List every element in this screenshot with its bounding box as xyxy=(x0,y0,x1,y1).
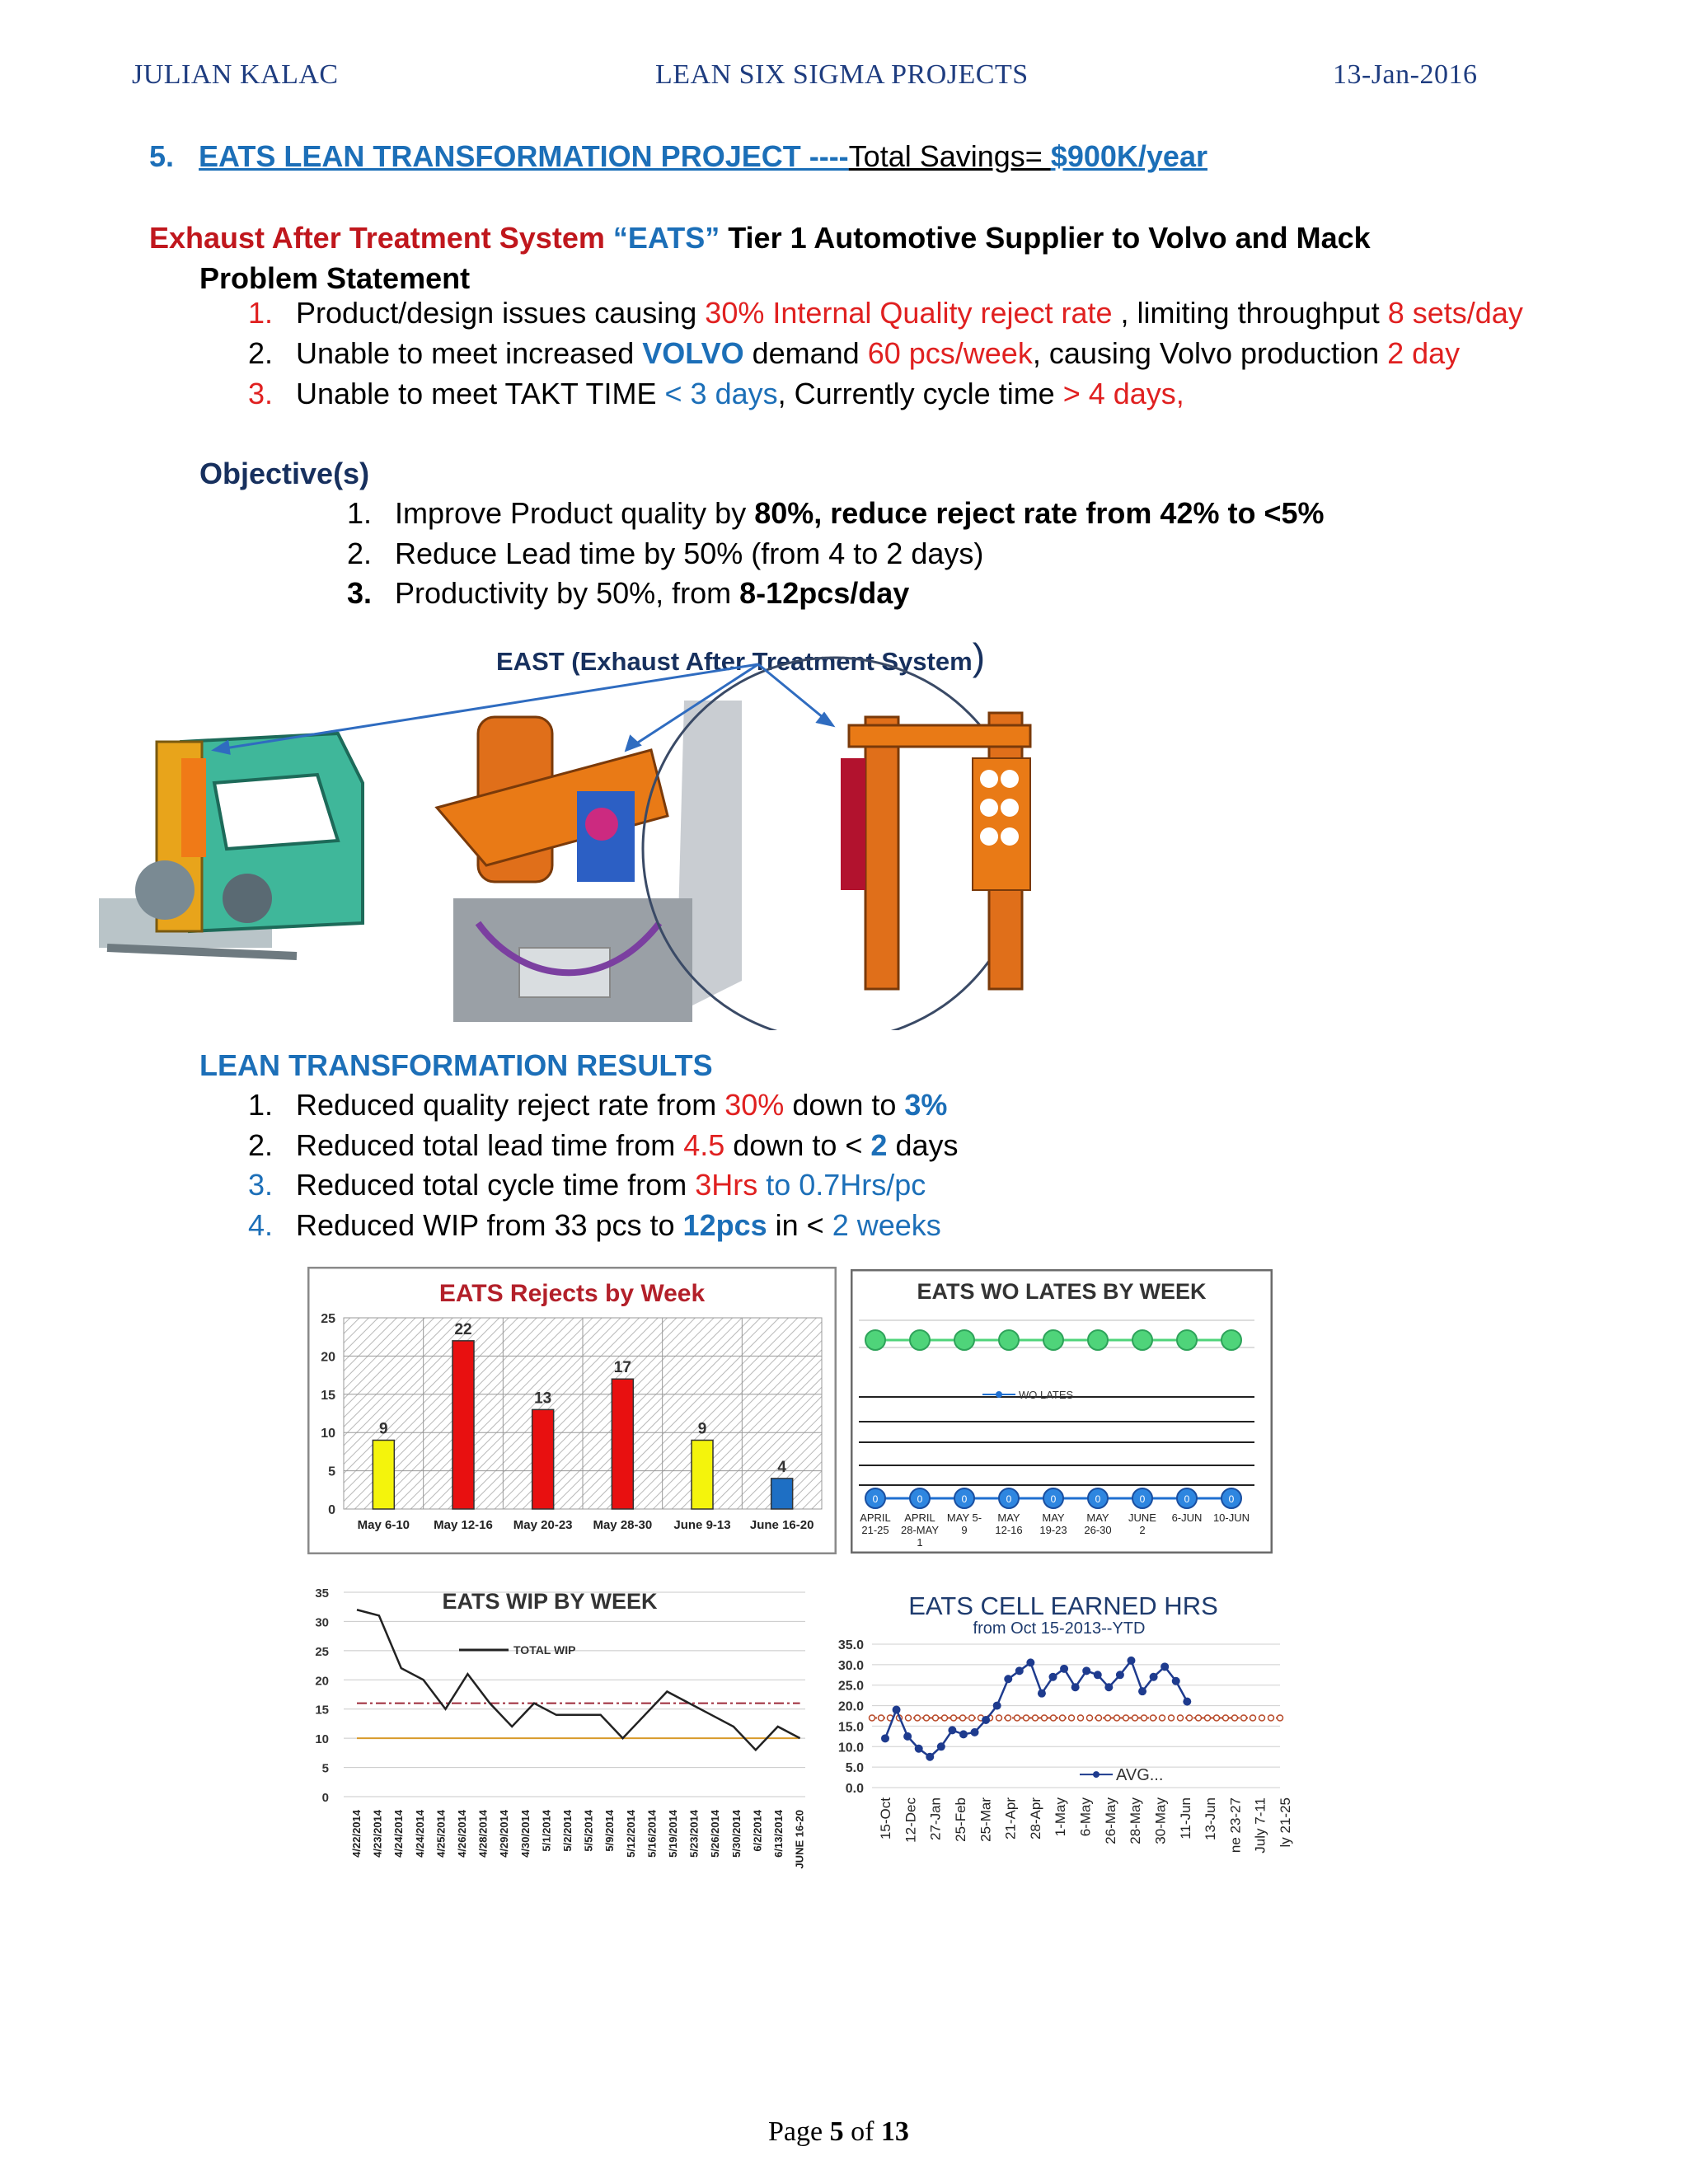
data-point xyxy=(993,1702,1001,1710)
data-point xyxy=(942,1715,948,1721)
x-tick-label: 4/28/2014 xyxy=(476,1810,490,1858)
data-point xyxy=(1104,1683,1113,1691)
x-tick-label: May 20-23 xyxy=(513,1518,573,1532)
data-point xyxy=(951,1715,957,1721)
y-tick-label: 0 xyxy=(328,1503,335,1517)
x-tick-label: 5/26/2014 xyxy=(709,1810,722,1858)
x-tick-label: 6-May xyxy=(1077,1797,1094,1837)
subtitle-system-name: Exhaust After Treatment System xyxy=(149,221,613,255)
x-tick-label: MAY xyxy=(1042,1511,1065,1524)
legend-label: AVG... xyxy=(1116,1766,1164,1785)
y-tick-label: 20 xyxy=(321,1350,335,1365)
objective-item-1 xyxy=(347,496,1325,530)
data-point xyxy=(879,1715,884,1721)
legend-marker xyxy=(1093,1771,1100,1778)
objectives-heading: Objective(s) xyxy=(199,457,370,490)
text: Reduce Lead time by 50% (from 4 to 2 days) xyxy=(395,537,984,570)
x-tick-label: 25-Feb xyxy=(952,1797,968,1842)
y-tick-label: 35 xyxy=(315,1586,329,1601)
list-number: 2. xyxy=(347,537,373,570)
data-point xyxy=(1223,1715,1229,1721)
data-label: 0 xyxy=(1228,1493,1235,1505)
text: down to < xyxy=(724,1128,871,1162)
data-point xyxy=(893,1706,901,1714)
footer-text: of xyxy=(843,2116,881,2147)
data-point xyxy=(971,1728,979,1736)
data-point xyxy=(1214,1715,1220,1721)
y-tick-label: 0 xyxy=(321,1791,329,1805)
list-number: 1. xyxy=(248,1088,274,1122)
data-point xyxy=(915,1715,921,1721)
highlight: VOLVO xyxy=(642,336,744,370)
header-author: JULIAN KALAC xyxy=(132,59,339,90)
engine-assembly-image xyxy=(437,701,742,1022)
data-point xyxy=(996,1715,1002,1721)
text: Reduced quality reject rate from xyxy=(296,1088,725,1122)
problem-heading: Problem Statement xyxy=(199,261,471,295)
x-tick-label: 4/22/2014 xyxy=(350,1810,363,1858)
x-tick-label: 9 xyxy=(961,1524,968,1536)
highlight: > 4 days, xyxy=(1062,377,1184,410)
data-point xyxy=(926,1753,934,1761)
y-tick-label: 20 xyxy=(315,1674,329,1689)
data-point xyxy=(1183,1698,1191,1706)
header-date: 13-Jan-2016 xyxy=(1333,59,1478,90)
text: Improve Product quality by xyxy=(395,496,755,530)
y-tick-label: 10 xyxy=(321,1427,335,1441)
y-tick-label: 5 xyxy=(328,1465,335,1479)
data-point xyxy=(1069,1715,1075,1721)
page-footer xyxy=(768,2116,909,2148)
list-number: 3. xyxy=(248,377,274,410)
x-tick-label: 26-30 xyxy=(1084,1524,1112,1536)
wo-lates-by-week-chart xyxy=(851,1269,1273,1554)
data-point xyxy=(1051,1715,1057,1721)
x-tick-label: 27-Jan xyxy=(927,1797,944,1840)
x-tick-label: 5/23/2014 xyxy=(687,1810,701,1858)
y-tick-label: 30.0 xyxy=(837,1658,864,1673)
chart-border xyxy=(851,1270,1272,1553)
text: down to xyxy=(784,1088,905,1122)
data-point xyxy=(948,1726,956,1734)
data-point xyxy=(1042,1715,1048,1721)
x-tick-label: 5/5/2014 xyxy=(582,1810,595,1852)
result-item-4 xyxy=(248,1208,941,1242)
x-tick-label: May 6-10 xyxy=(357,1518,410,1532)
highlight: 2 xyxy=(870,1128,888,1162)
data-label: 9 xyxy=(697,1420,707,1438)
savings-value: $900K/year xyxy=(1050,139,1207,173)
list-number: 1. xyxy=(347,496,373,530)
bar xyxy=(612,1379,633,1509)
x-tick-label: 13-Jun xyxy=(1203,1797,1219,1840)
list-number: 3. xyxy=(248,1168,274,1202)
x-tick-label: APRIL xyxy=(904,1511,935,1524)
y-tick-label: 5.0 xyxy=(845,1761,864,1776)
data-point xyxy=(865,1330,885,1350)
x-tick-label: 30-May xyxy=(1152,1797,1169,1844)
x-tick-label: 11-Jun xyxy=(1177,1797,1193,1840)
caption-text: EAST (Exhaust After Treatment System xyxy=(496,647,973,676)
x-tick-label: 4/29/2014 xyxy=(498,1810,511,1858)
data-point xyxy=(1142,1715,1147,1721)
legend-label: TOTAL WIP xyxy=(513,1643,576,1657)
x-tick-label: 4/23/2014 xyxy=(371,1810,384,1858)
data-point xyxy=(959,1730,968,1738)
data-point xyxy=(969,1715,975,1721)
data-label: 9 xyxy=(379,1420,388,1438)
x-tick-label: 4/25/2014 xyxy=(434,1810,448,1858)
data-point xyxy=(960,1715,966,1721)
data-point xyxy=(1205,1715,1211,1721)
data-point xyxy=(1259,1715,1265,1721)
problem-item-1 xyxy=(248,298,1523,328)
list-number: 4. xyxy=(248,1208,274,1242)
bar xyxy=(771,1479,793,1509)
data-point xyxy=(1015,1715,1020,1721)
chart-subtitle: from Oct 15-2013--YTD xyxy=(973,1619,1146,1638)
footer-page-number: 5 xyxy=(829,2116,844,2147)
x-tick-label: 6/13/2014 xyxy=(772,1810,785,1858)
x-tick-label: ly 21-25 xyxy=(1278,1797,1293,1848)
data-point xyxy=(999,1330,1019,1350)
results-heading: LEAN TRANSFORMATION RESULTS xyxy=(199,1048,713,1082)
result-item-2 xyxy=(248,1128,959,1162)
y-tick-label: 10 xyxy=(315,1732,329,1747)
list-number: 1. xyxy=(248,296,274,330)
y-tick-label: 15 xyxy=(321,1388,335,1403)
data-point xyxy=(1096,1715,1102,1721)
data-point xyxy=(1038,1690,1046,1698)
text: , Currently cycle time xyxy=(777,377,1063,410)
text: Reduced total lead time from xyxy=(296,1128,684,1162)
data-point xyxy=(1082,1666,1090,1675)
y-tick-label: 25 xyxy=(315,1644,329,1659)
data-point xyxy=(1241,1715,1247,1721)
x-tick-label: ne 23-27 xyxy=(1227,1797,1244,1854)
project-title: EATS LEAN TRANSFORMATION PROJECT ---- xyxy=(199,139,849,173)
highlight: 30% xyxy=(724,1088,785,1122)
x-tick-label: July 7-11 xyxy=(1252,1797,1268,1854)
x-tick-label: 4/26/2014 xyxy=(456,1810,468,1858)
data-point xyxy=(1127,1657,1135,1665)
y-tick-label: 25.0 xyxy=(837,1679,864,1694)
data-point xyxy=(1105,1715,1111,1721)
text: in < xyxy=(767,1208,832,1242)
x-tick-label: JUNE 16-20 xyxy=(793,1810,806,1869)
highlight: 2 weeks xyxy=(832,1208,941,1242)
highlight: < 3 days xyxy=(664,377,778,410)
data-point xyxy=(1060,1665,1068,1673)
x-tick-label: MAY xyxy=(997,1511,1020,1524)
data-point xyxy=(1169,1715,1175,1721)
data-point xyxy=(1138,1687,1146,1695)
x-tick-label: 10-JUN xyxy=(1212,1511,1250,1524)
data-point xyxy=(1123,1715,1129,1721)
data-point xyxy=(937,1742,945,1750)
x-tick-label: 5/1/2014 xyxy=(540,1810,553,1852)
data-point xyxy=(1132,1715,1138,1721)
highlight: 8-12pcs/day xyxy=(739,576,910,610)
x-tick-label: 5/16/2014 xyxy=(645,1810,659,1858)
data-label: 0 xyxy=(1006,1493,1012,1505)
x-tick-label: 1-May xyxy=(1053,1797,1069,1837)
data-point xyxy=(1150,1673,1158,1681)
data-point xyxy=(870,1715,875,1721)
data-point xyxy=(1114,1715,1120,1721)
data-label: 0 xyxy=(1139,1493,1146,1505)
x-tick-label: 28-Apr xyxy=(1027,1797,1043,1840)
data-point xyxy=(1071,1683,1080,1691)
data-point xyxy=(1232,1715,1238,1721)
data-point xyxy=(1177,1330,1197,1350)
data-label: 4 xyxy=(777,1458,786,1476)
data-point xyxy=(906,1715,912,1721)
x-tick-label: APRIL xyxy=(860,1511,891,1524)
data-point xyxy=(933,1715,939,1721)
y-tick-label: 30 xyxy=(315,1615,329,1630)
data-point xyxy=(1094,1671,1102,1679)
data-point xyxy=(1078,1715,1084,1721)
x-tick-label: 25-Mar xyxy=(978,1797,994,1842)
highlight: 4.5 xyxy=(683,1128,725,1162)
x-tick-label: MAY 5- xyxy=(946,1511,982,1524)
data-label: 0 xyxy=(1095,1493,1101,1505)
x-tick-label: 21-Apr xyxy=(1002,1797,1019,1840)
x-tick-label: 2 xyxy=(1139,1524,1146,1536)
footer-text: Page xyxy=(768,2116,830,2147)
data-point xyxy=(1160,1662,1169,1671)
data-label: 0 xyxy=(1184,1493,1190,1505)
x-tick-label: 19-23 xyxy=(1039,1524,1067,1536)
caption-paren: ) xyxy=(972,635,986,678)
highlight: 60 pcs/week xyxy=(867,336,1033,370)
data-point xyxy=(924,1715,930,1721)
objective-item-2 xyxy=(347,539,983,569)
project-title-line xyxy=(149,139,1207,173)
y-tick-label: 5 xyxy=(321,1761,329,1776)
data-point xyxy=(915,1745,923,1753)
highlight: 12pcs xyxy=(682,1208,767,1242)
data-point xyxy=(1087,1715,1093,1721)
chart-title: EATS WO LATES BY WEEK xyxy=(917,1279,1207,1304)
highlight: 3Hrs xyxy=(695,1168,758,1202)
project-number: 5. xyxy=(149,139,175,173)
x-tick-label: 26-May xyxy=(1102,1797,1118,1844)
x-tick-label: June 9-13 xyxy=(673,1518,731,1532)
list-number: 2. xyxy=(248,1128,274,1162)
data-point xyxy=(1268,1715,1274,1721)
data-point xyxy=(982,1716,990,1724)
y-tick-label: 35.0 xyxy=(837,1638,864,1652)
x-tick-label: 28-MAY xyxy=(901,1524,939,1536)
highlight: 3% xyxy=(904,1088,948,1122)
highlight: 2 day xyxy=(1387,336,1461,370)
list-number: 3. xyxy=(347,576,373,610)
text: demand xyxy=(743,336,868,370)
text: Reduced total cycle time from xyxy=(296,1168,696,1202)
y-tick-label: 20.0 xyxy=(837,1699,864,1714)
bar xyxy=(452,1341,474,1509)
data-point xyxy=(1132,1330,1152,1350)
bar xyxy=(692,1440,713,1509)
data-point xyxy=(1151,1715,1156,1721)
data-point xyxy=(1004,1675,1012,1683)
wip-by-week-chart xyxy=(307,1574,818,1887)
truck-cab-image xyxy=(99,733,363,956)
savings-label: Total Savings= xyxy=(848,139,1051,173)
bar xyxy=(373,1440,394,1509)
eats-illustration xyxy=(91,651,1170,1030)
text: Product/design issues causing xyxy=(296,296,706,330)
y-tick-label: 15 xyxy=(315,1703,329,1718)
x-tick-label: 6/2/2014 xyxy=(751,1810,764,1852)
cell-earned-hrs-chart xyxy=(824,1586,1294,1891)
x-tick-label: 21-25 xyxy=(861,1524,889,1536)
x-tick-label: 12-16 xyxy=(995,1524,1023,1536)
x-tick-label: 5/12/2014 xyxy=(624,1810,637,1858)
bar xyxy=(532,1409,554,1509)
legend-label: WO LATES xyxy=(1019,1389,1074,1401)
data-point xyxy=(1006,1715,1011,1721)
data-point xyxy=(1049,1673,1057,1681)
data-point xyxy=(1043,1330,1063,1350)
data-label: 13 xyxy=(534,1390,552,1408)
frame-bracket-image xyxy=(841,713,1030,989)
x-tick-label: May 12-16 xyxy=(434,1518,493,1532)
data-point xyxy=(1116,1671,1124,1679)
data-point xyxy=(1278,1715,1283,1721)
text: , causing Volvo production xyxy=(1032,336,1388,370)
text: Unable to meet TAKT TIME xyxy=(296,377,665,410)
data-point xyxy=(954,1330,974,1350)
x-tick-label: 5/2/2014 xyxy=(561,1810,574,1852)
data-point xyxy=(1060,1715,1066,1721)
highlight: 8 sets/day xyxy=(1387,296,1523,330)
data-point xyxy=(1015,1666,1024,1675)
data-point xyxy=(881,1734,889,1742)
data-point xyxy=(1024,1715,1029,1721)
data-point xyxy=(1221,1330,1241,1350)
x-tick-label: 5/30/2014 xyxy=(729,1810,743,1858)
data-point xyxy=(1172,1677,1180,1685)
header-title: LEAN SIX SIGMA PROJECTS xyxy=(655,59,1029,90)
x-tick-label: 28-May xyxy=(1128,1797,1144,1844)
highlight: 80%, reduce reject rate from 42% to <5% xyxy=(754,496,1325,530)
x-tick-label: 15-Oct xyxy=(878,1797,893,1840)
data-point xyxy=(910,1330,930,1350)
y-tick-label: 10.0 xyxy=(837,1741,864,1755)
x-tick-label: June 16-20 xyxy=(749,1518,814,1532)
legend-marker xyxy=(996,1391,1002,1398)
objective-item-3 xyxy=(347,576,910,610)
text: Unable to meet increased xyxy=(296,336,643,370)
highlight: to 0.7Hrs/pc xyxy=(757,1168,926,1202)
x-tick-label: 4/30/2014 xyxy=(518,1810,532,1858)
x-tick-label: 4/24/2014 xyxy=(392,1810,406,1858)
data-point xyxy=(1250,1715,1256,1721)
data-label: 0 xyxy=(872,1493,879,1505)
rejects-by-week-chart xyxy=(307,1267,837,1554)
system-subtitle xyxy=(149,223,1371,253)
x-tick-label: 1 xyxy=(917,1536,923,1549)
data-label: 0 xyxy=(961,1493,968,1505)
y-tick-label: 0.0 xyxy=(845,1782,864,1796)
y-tick-label: 15.0 xyxy=(837,1720,864,1735)
x-tick-label: 6-JUN xyxy=(1171,1511,1203,1524)
data-point xyxy=(1196,1715,1202,1721)
problem-item-3 xyxy=(248,379,1184,409)
data-label: 17 xyxy=(613,1359,631,1377)
list-number: 2. xyxy=(248,336,274,370)
text: Reduced WIP from 33 pcs to xyxy=(296,1208,683,1242)
x-tick-label: May 28-30 xyxy=(593,1518,653,1532)
data-point xyxy=(1187,1715,1193,1721)
data-point xyxy=(1088,1330,1108,1350)
data-point xyxy=(1026,1658,1034,1666)
data-point xyxy=(1033,1715,1039,1721)
text: Productivity by 50%, from xyxy=(395,576,740,610)
x-tick-label: 5/19/2014 xyxy=(667,1810,679,1858)
problem-item-2 xyxy=(248,336,1461,370)
data-label: 0 xyxy=(917,1493,923,1505)
text: , limiting throughput xyxy=(1112,296,1388,330)
data-point xyxy=(1178,1715,1184,1721)
result-item-3 xyxy=(248,1170,926,1200)
chart-title: EATS WIP BY WEEK xyxy=(442,1589,658,1614)
subtitle-supplier: Tier 1 Automotive Supplier to Volvo and Mack xyxy=(720,221,1371,255)
chart-title: EATS Rejects by Week xyxy=(438,1280,706,1307)
data-label: 0 xyxy=(1050,1493,1057,1505)
result-item-1 xyxy=(248,1090,947,1120)
y-tick-label: 25 xyxy=(321,1312,335,1326)
footer-total-pages: 13 xyxy=(880,2116,909,2147)
data-label: 22 xyxy=(454,1320,472,1338)
x-tick-label: JUNE xyxy=(1128,1511,1156,1524)
x-tick-label: 4/24/2014 xyxy=(413,1810,426,1858)
x-tick-label: MAY xyxy=(1086,1511,1109,1524)
x-tick-label: 5/9/2014 xyxy=(603,1810,617,1852)
highlight: 30% Internal Quality reject rate xyxy=(705,296,1113,330)
chart-title: EATS CELL EARNED HRS xyxy=(908,1591,1218,1620)
data-point xyxy=(903,1732,912,1741)
text: days xyxy=(887,1128,959,1162)
x-tick-label: 12-Dec xyxy=(903,1797,919,1843)
subtitle-acronym: “EATS” xyxy=(612,221,720,255)
data-point xyxy=(1160,1715,1165,1721)
